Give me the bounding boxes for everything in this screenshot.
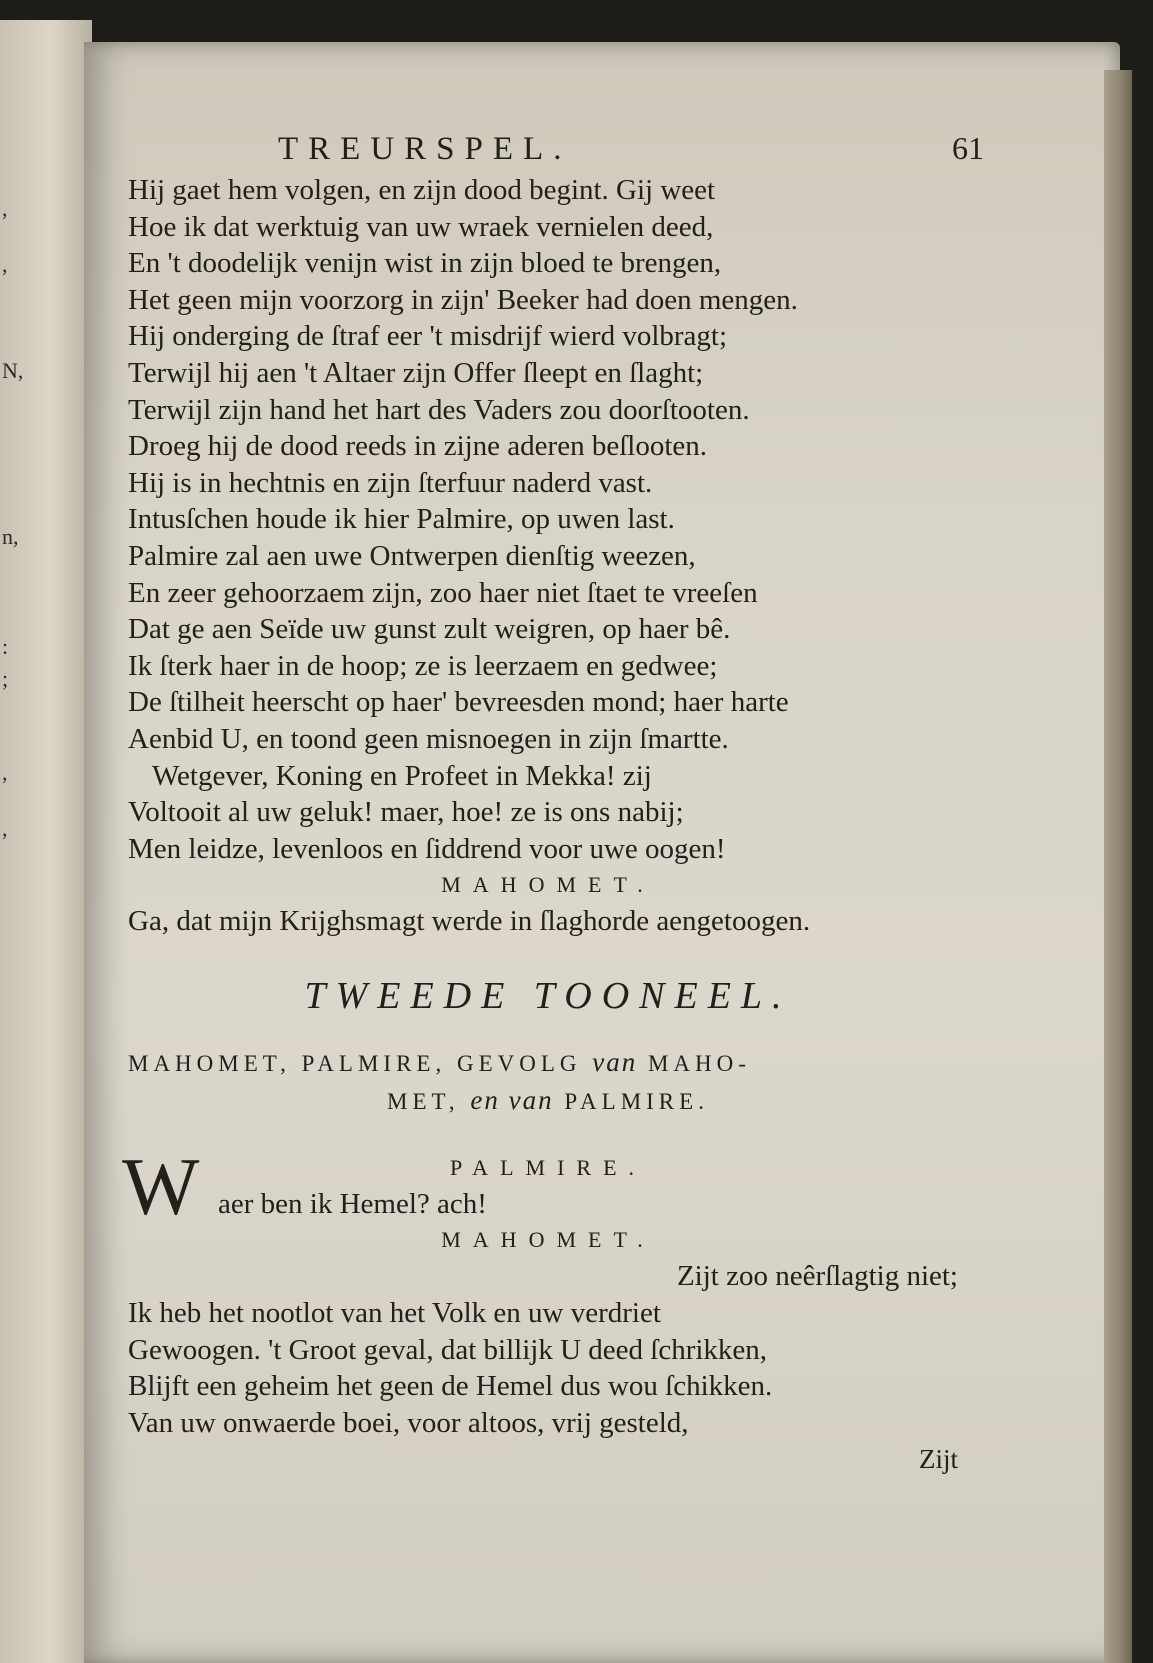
- verse-line: Van uw onwaerde boei, voor altoos, vrij gesteld,: [128, 1406, 689, 1439]
- cast-text: PALMIRE.: [553, 1088, 709, 1114]
- verse-line: Terwijl hij aen 't Altaer zijn Offer ſleept en ſlaght;: [128, 356, 704, 389]
- cast-list-continued: [128, 1082, 968, 1120]
- dialogue-block: [122, 1140, 968, 1478]
- running-head: [278, 130, 984, 168]
- margin-fragment: N,: [2, 358, 24, 383]
- facing-page-edge: [0, 20, 92, 1663]
- margin-fragment: ,: [2, 196, 8, 221]
- verse-line: Ik heb het nootlot van het Volk en uw verdriet: [128, 1297, 661, 1330]
- speaker-name: MAHOMET.: [441, 872, 655, 898]
- verse-line: Blijft een geheim het geen de Hemel dus wou ſchikken.: [128, 1370, 773, 1403]
- verse-line: De ſtilheit heerscht op haer' bevreesden mond; haer harte: [128, 686, 789, 719]
- page-text: [122, 130, 984, 1477]
- verse-line: Palmire zal aen uwe Ontwerpen dienſtig weezen,: [128, 539, 696, 572]
- verse-line: Hij gaet hem volgen, en zijn dood begint. Gij weet: [128, 174, 716, 206]
- verse-line: Wetgever, Koning en Profeet in Mekka! zij: [152, 759, 652, 792]
- cast-text: MET,: [387, 1088, 471, 1114]
- verse-line: En 't doodelijk venijn wist in zijn bloed te brengen,: [128, 247, 722, 280]
- catchword: Zijt: [919, 1444, 958, 1475]
- verse-line: Intusſchen houde ik hier Palmire, op uwen last.: [128, 503, 675, 536]
- cast-text: MAHOMET, PALMIRE, GEVOLG: [128, 1050, 593, 1076]
- margin-fragment: n,: [2, 524, 19, 549]
- cast-text: van: [592, 1046, 638, 1077]
- running-title: TREURSPEL.: [278, 131, 572, 167]
- verse-line: Dat ge aen Seïde uw gunst zult weigren, op haer bê.: [128, 613, 731, 646]
- margin-fragment: :: [2, 634, 9, 659]
- verse-line: Terwijl zijn hand het hart des Vaders zou doorſtooten.: [128, 393, 750, 426]
- verse-line: En zeer gehoorzaem zijn, zoo haer niet ſtaet te vreeſen: [128, 576, 758, 609]
- verse-line: aer ben ik Hemel? ach!: [218, 1187, 487, 1220]
- speaker-name: PALMIRE.: [449, 1154, 647, 1180]
- cast-text: MAHO-: [637, 1050, 751, 1076]
- verse-line: Ik ſterk haer in de hoop; ze is leerzaem en gedwee;: [128, 649, 718, 682]
- drop-cap: W: [122, 1140, 200, 1232]
- verse-line: Hij onderging de ſtraf eer 't misdrijf wierd volbragt;: [128, 320, 728, 353]
- verse-line: Gewoogen. 't Groot geval, dat billijk U deed ſchrikken,: [128, 1333, 768, 1366]
- verse-line: Aenbid U, en toond geen misnoegen in zijn ſmartte.: [128, 722, 729, 755]
- verse-line: Droeg hij de dood reeds in zijne aderen beſlooten.: [128, 430, 707, 463]
- margin-fragment: ,: [2, 252, 8, 277]
- verse-line: Hij is in hechtnis en zijn ſterfuur naderd vast.: [128, 466, 653, 499]
- cast-list: [128, 1044, 968, 1082]
- verse-line: Voltooit al uw geluk! maer, hoe! ze is ons nabij;: [128, 796, 684, 829]
- verse-line: Ga, dat mijn Krijghsmagt werde in ſlaghorde aengetoogen.: [128, 905, 811, 938]
- verse-line: Zijt zoo neêrſlagtig niet;: [676, 1260, 958, 1293]
- margin-fragment: ;: [2, 666, 9, 691]
- verse-line: Men leidze, levenloos en ſiddrend voor uwe oogen!: [128, 832, 726, 865]
- margin-fragment: ,: [2, 760, 8, 785]
- scene-heading: TWEEDE TOONEEL.: [304, 974, 792, 1017]
- verse-line: Hoe ik dat werktuig van uw wraek vernielen deed,: [128, 210, 714, 243]
- cast-text: en van: [470, 1084, 554, 1115]
- page-stack-edge: [1104, 70, 1132, 1663]
- margin-fragment: ,: [2, 816, 8, 841]
- speech-block: [128, 172, 968, 867]
- verse-line: Het geen mijn voorzorg in zijn' Beeker had doen mengen.: [128, 283, 798, 316]
- page-number: 61: [952, 130, 984, 166]
- speaker-name: MAHOMET.: [441, 1227, 655, 1253]
